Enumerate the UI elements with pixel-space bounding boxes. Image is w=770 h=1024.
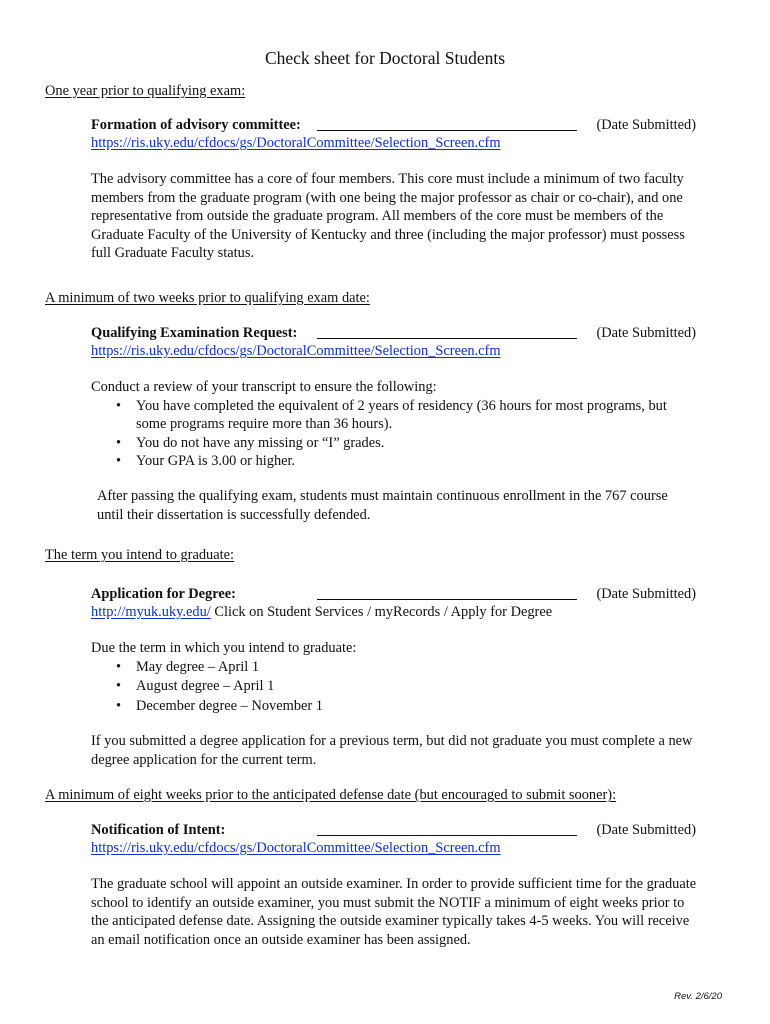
qualifying-exam-link-row xyxy=(91,342,501,361)
notification-intent-row xyxy=(91,821,696,840)
list-item: • May degree – April 1 xyxy=(91,658,701,678)
degree-application-link-row xyxy=(91,603,552,622)
list-item: • You have completed the equivalent of 2 years of residency (36 hours for most programs, but some programs require more than 36 hours). xyxy=(91,397,691,434)
advisory-committee-link[interactable]: https://ris.uky.edu/cfdocs/gs/DoctoralCommittee/Selection_Screen.cfm xyxy=(91,135,501,151)
date-submitted-label: (Date Submitted) xyxy=(596,325,696,341)
section-heading-graduate-term: The term you intend to graduate: xyxy=(45,547,235,563)
outside-examiner-paragraph: The graduate school will appoint an outside examiner. In order to provide sufficient time for the graduate school to identify an outside examiner, you must submit the NOTIF a minimum of eight weeks prior to the anticipated defense date. Assigning the outside examiner typically takes 4-5 weeks. You will receive an email notification once an outside examiner has been assigned. xyxy=(91,876,697,948)
section-heading-two-weeks: A minimum of two weeks prior to qualifying exam date: xyxy=(45,290,370,306)
qualifying-exam-row xyxy=(91,324,696,343)
notification-intent-link[interactable]: https://ris.uky.edu/cfdocs/gs/DoctoralCommittee/Selection_Screen.cfm xyxy=(91,840,501,856)
graduation-deadlines-list xyxy=(91,658,701,717)
previous-application-note: If you submitted a degree application for a previous term, but did not graduate you must complete a new degree application for the current term. xyxy=(91,733,693,768)
list-item: • August degree – April 1 xyxy=(91,677,701,697)
transcript-review-list xyxy=(91,397,691,471)
transcript-review-block xyxy=(91,378,701,471)
advisory-committee-label: Formation of advisory committee: xyxy=(91,117,301,133)
date-submitted-label: (Date Submitted) xyxy=(596,117,696,133)
date-submitted-label: (Date Submitted) xyxy=(596,586,696,602)
page-title: Check sheet for Doctoral Students xyxy=(264,48,506,68)
section-heading-eight-weeks: A minimum of eight weeks prior to the anticipated defense date (but encouraged to submit sooner): xyxy=(45,787,617,803)
notification-intent-label: Notification of Intent: xyxy=(91,822,226,838)
advisory-committee-paragraph: The advisory committee has a core of four members. This core must include a minimum of two faculty members from the graduate program (with one being the major professor as chair or co-chair), and one representative from outside the graduate program. All members of the core must be members of the Graduate Faculty of the University of Kentucky and three (including the major professor) must possess full Graduate Faculty status. xyxy=(91,171,685,261)
degree-application-date-blank[interactable] xyxy=(317,599,577,600)
revision-date: Rev. 2/6/20 xyxy=(674,991,722,1002)
continuous-enrollment-note: After passing the qualifying exam, students must maintain continuous enrollment in the 767 course until their dissertation is successfully defended. xyxy=(97,488,668,523)
degree-application-row xyxy=(91,585,696,604)
graduation-deadlines-block xyxy=(91,639,701,716)
list-item: • December degree – November 1 xyxy=(91,697,701,717)
section-heading-one-year: One year prior to qualifying exam: xyxy=(45,83,246,99)
notification-intent-date-blank[interactable] xyxy=(317,835,577,836)
graduation-deadlines-intro: Due the term in which you intend to graduate: xyxy=(91,640,357,656)
advisory-committee-date-blank[interactable] xyxy=(317,130,577,131)
date-submitted-label: (Date Submitted) xyxy=(596,822,696,838)
degree-application-label: Application for Degree: xyxy=(91,586,236,602)
advisory-committee-link-row xyxy=(91,134,501,153)
myuk-link[interactable]: http://myuk.uky.edu/ xyxy=(91,604,211,620)
qualifying-exam-link[interactable]: https://ris.uky.edu/cfdocs/gs/DoctoralCommittee/Selection_Screen.cfm xyxy=(91,343,501,359)
apply-for-degree-instructions: Click on Student Services / myRecords / Apply for Degree xyxy=(210,604,553,620)
list-item: • Your GPA is 3.00 or higher. xyxy=(91,452,691,471)
notification-intent-link-row xyxy=(91,839,501,858)
advisory-committee-row xyxy=(91,116,696,135)
list-item: • You do not have any missing or “I” grades. xyxy=(91,434,691,453)
qualifying-exam-date-blank[interactable] xyxy=(317,338,577,339)
transcript-review-intro: Conduct a review of your transcript to ensure the following: xyxy=(91,379,437,395)
qualifying-exam-label: Qualifying Examination Request: xyxy=(91,325,298,341)
